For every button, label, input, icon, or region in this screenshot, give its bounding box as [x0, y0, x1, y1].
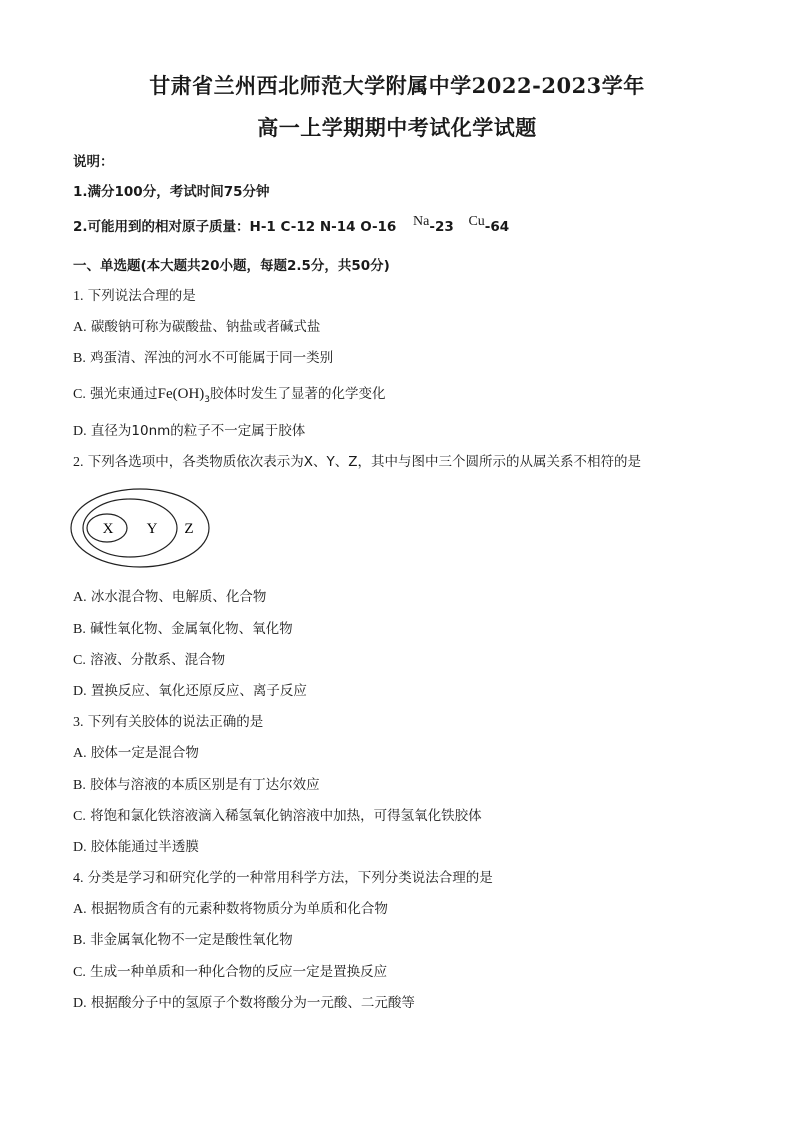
notes-item-2-prefix: 2.可能用到的相对原子质量：H-1 C-12 N-14 O-16 [73, 219, 397, 235]
question-2-option-c: C. 溶液、分散系、混合物 [73, 652, 226, 668]
na-symbol: Na [413, 214, 430, 229]
circle-y [83, 499, 177, 557]
question-4-option-b: B. 非金属氧化物不一定是酸性氧化物 [73, 932, 293, 948]
question-1-stem: 1. 下列说法合理的是 [73, 288, 196, 304]
question-2-option-b: B. 碱性氧化物、金属氧化物、氧化物 [73, 621, 293, 637]
question-2-option-a: A. 冰水混合物、电解质、化合物 [73, 589, 267, 605]
question-4-option-d: D. 根据酸分子中的氢原子个数将酸分为一元酸、二元酸等 [73, 995, 415, 1011]
title-line-1: 甘肃省兰州西北师范大学附属中学2022-2023学年 [149, 73, 645, 98]
cu-value: -64 [484, 219, 510, 235]
venn-label-y: Y [146, 521, 158, 537]
venn-diagram [68, 486, 214, 572]
title-line-2: 高一上学期期中考试化学试题 [257, 115, 537, 140]
venn-label-x: X [102, 521, 114, 537]
notes-item-2 [73, 214, 510, 237]
question-4-stem: 4. 分类是学习和研究化学的一种常用科学方法，下列分类说法合理的是 [73, 870, 493, 886]
na-value: -23 [429, 219, 454, 235]
question-2-stem: 2. 下列各选项中，各类物质依次表示为X、Y、Z，其中与图中三个圆所示的从属关系不相符的是 [73, 454, 642, 470]
question-3-option-c: C. 将饱和氯化铁溶液滴入稀氢氧化钠溶液中加热，可得氢氧化铁胶体 [73, 808, 482, 824]
venn-label-z: Z [184, 521, 194, 537]
question-3-stem: 3. 下列有关胶体的说法正确的是 [73, 714, 264, 730]
question-3-option-a: A. 胶体一定是混合物 [73, 745, 199, 761]
question-3-option-b: B. 胶体与溶液的本质区别是有丁达尔效应 [73, 777, 320, 793]
section-heading: 一、单选题(本大题共20小题，每题2.5分，共50分) [73, 258, 390, 274]
question-2-option-d: D. 置换反应、氧化还原反应、离子反应 [73, 683, 307, 699]
formula-fe-oh: Fe(OH) [157, 386, 205, 402]
cu-symbol: Cu [468, 214, 485, 229]
question-4-option-a: A. 根据物质含有的元素种数将物质分为单质和化合物 [73, 901, 388, 917]
notes-item-1: 1.满分100分，考试时间75分钟 [73, 184, 270, 200]
question-3-option-d: D. 胶体能通过半透膜 [73, 839, 199, 855]
question-1-option-a: A. 碳酸钠可称为碳酸盐、钠盐或者碱式盐 [73, 319, 321, 335]
question-4-option-c: C. 生成一种单质和一种化合物的反应一定是置换反应 [73, 964, 388, 980]
question-1-option-b: B. 鸡蛋清、浑浊的河水不可能属于同一类别 [73, 350, 334, 366]
notes-heading: 说明： [73, 154, 114, 170]
question-1-option-c: C. 强光束通过$Fe(OH)_3$胶体时发生了显著的化学变化 [73, 386, 386, 405]
question-1-option-d: D. 直径为10nm的粒子不一定属于胶体 [73, 423, 306, 439]
